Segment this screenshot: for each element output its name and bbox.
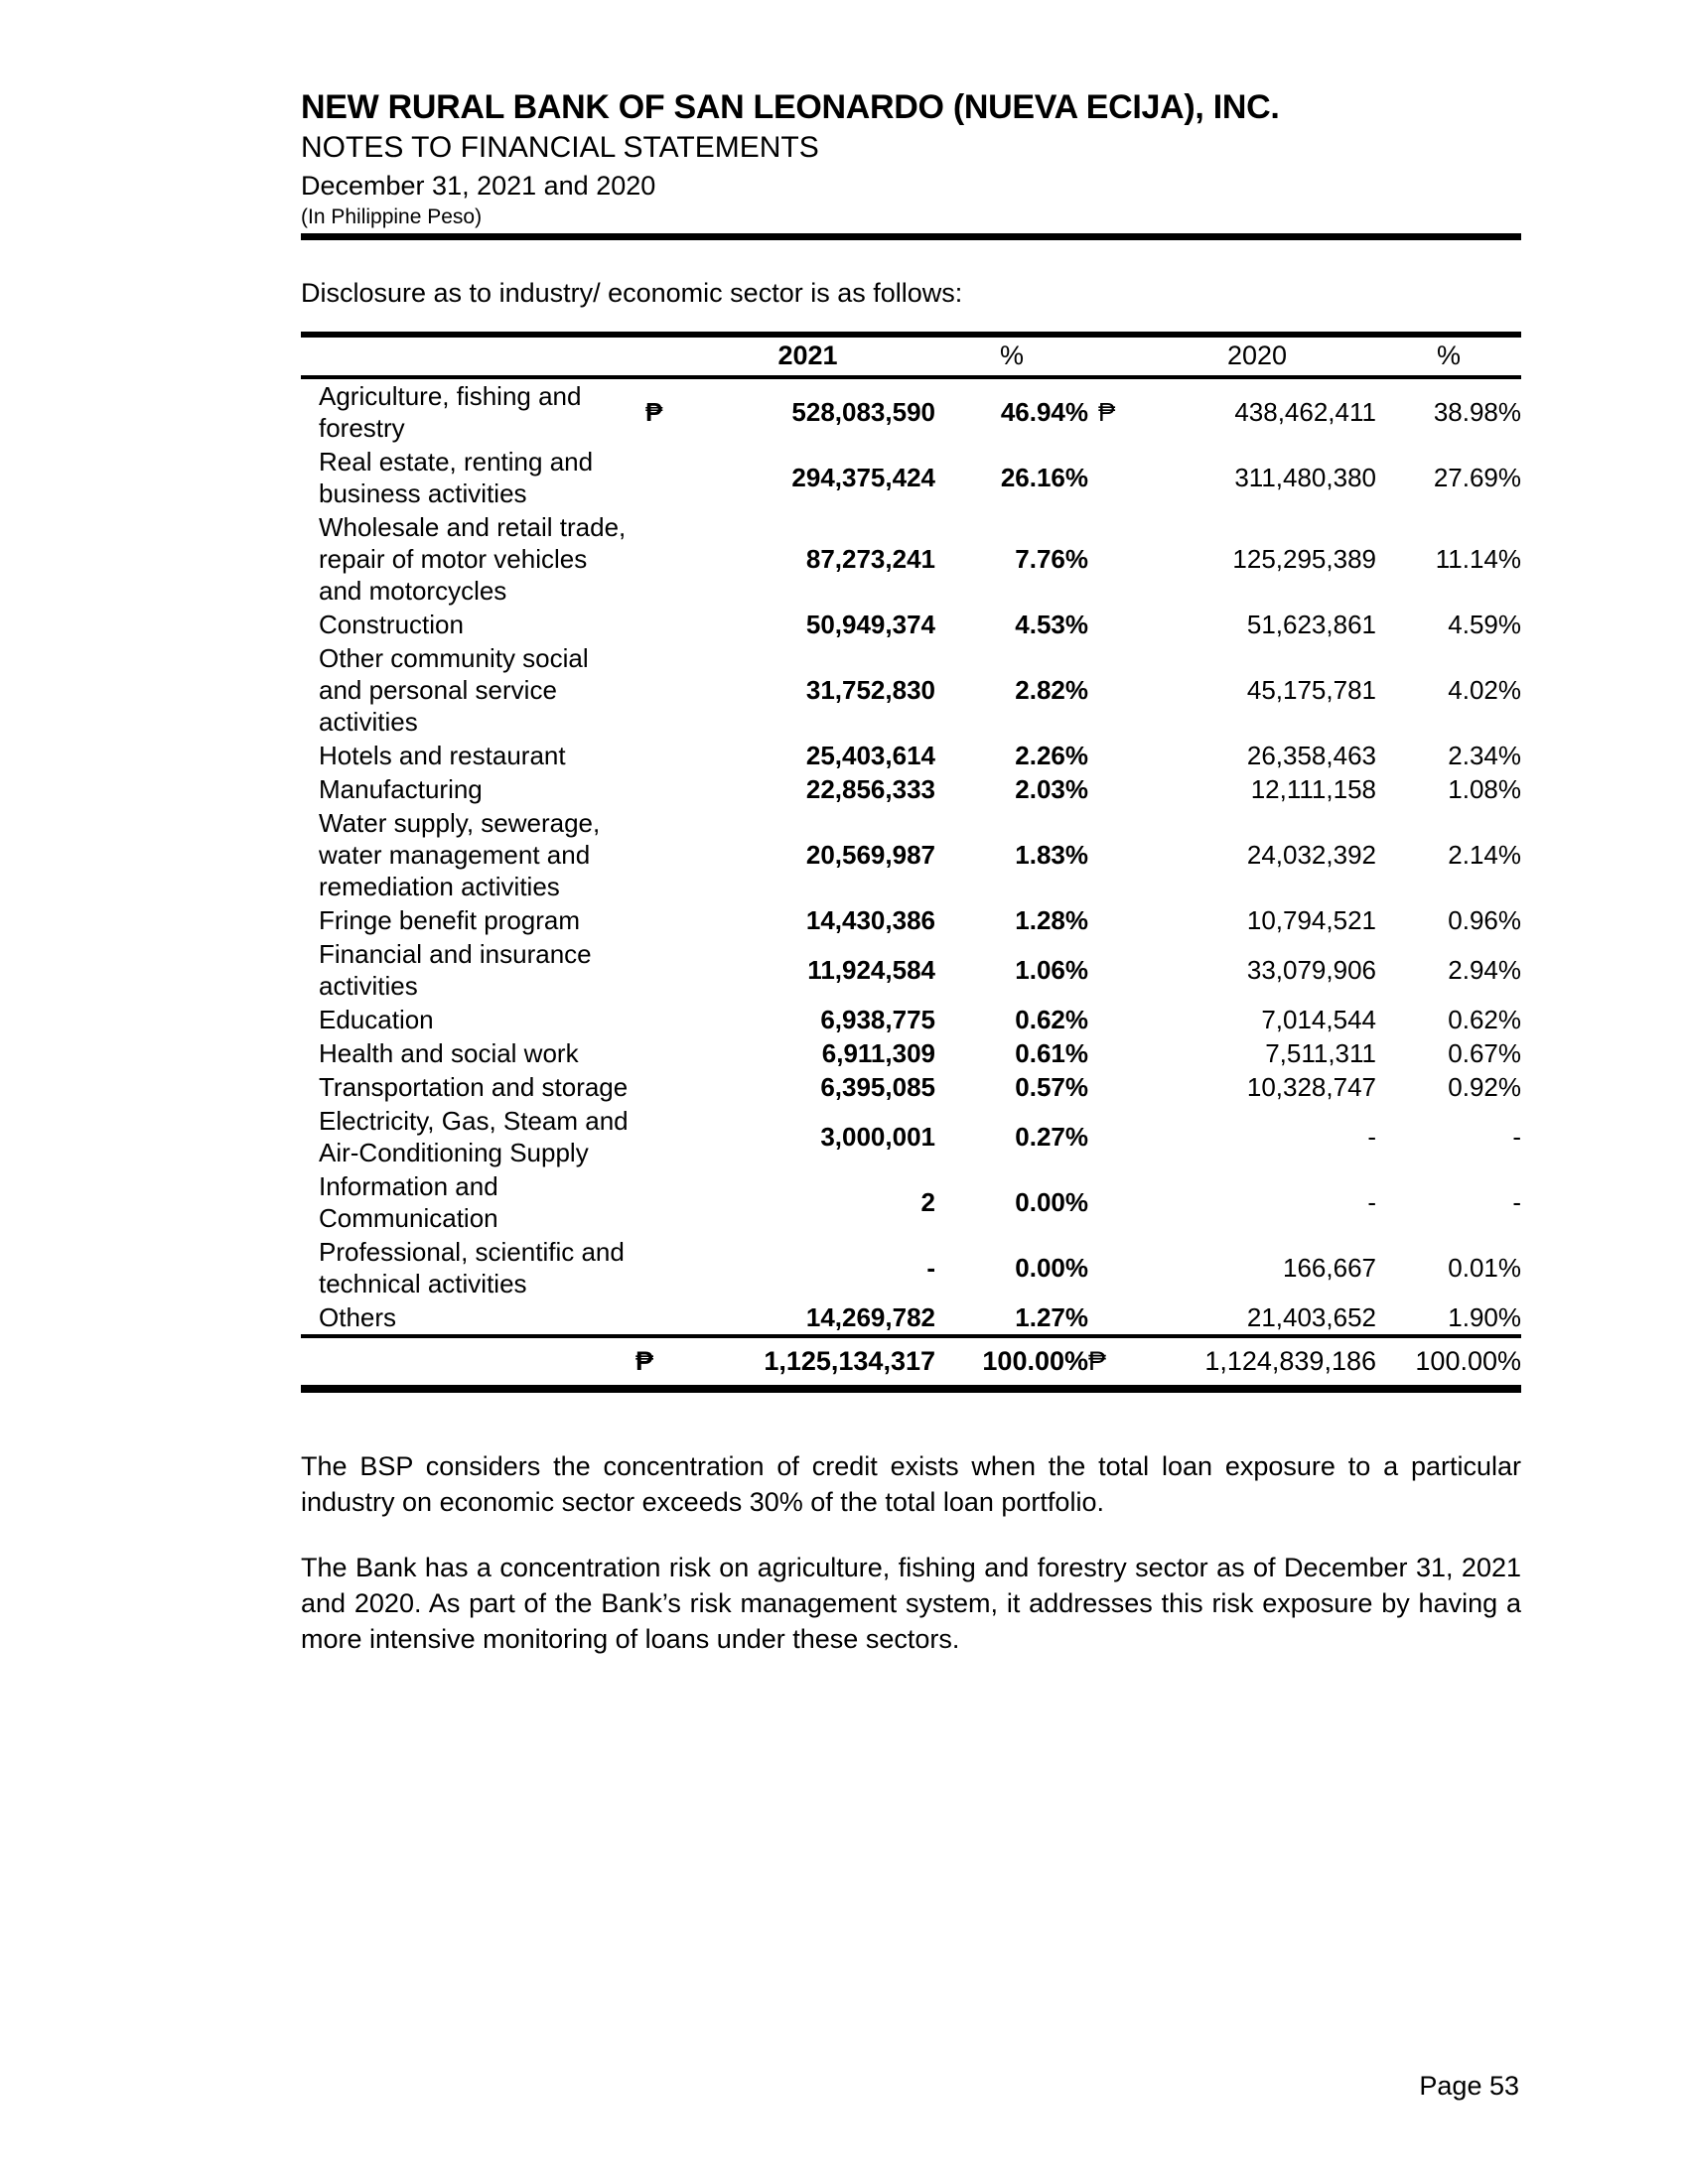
peso-sign-2021	[635, 806, 680, 903]
table-total-row	[301, 1336, 1521, 1389]
table-row	[301, 1235, 1521, 1300]
peso-sign-2020	[1088, 608, 1138, 641]
total-peso-sign-2020: ₱	[1088, 1336, 1138, 1389]
percent-2020: 4.02%	[1448, 675, 1521, 705]
percent-2021: 46.94%	[1000, 397, 1088, 427]
bsp-concentration-paragraph: The BSP considers the concentration of credit exists when the total loan exposure to a particular industry on economic sector exceeds 30% of the total loan portfolio.	[301, 1451, 1521, 1517]
concentration-risk-paragraph: The Bank has a concentration risk on agriculture, fishing and forestry sector as of December 31, 2021 and 2020. As part of the Bank’s risk management system, it addresses this risk exposure by having a more intensive monitoring of loans under these sectors.	[301, 1553, 1521, 1654]
amount-2020: 21,403,652	[1246, 1302, 1376, 1332]
table-row	[301, 445, 1521, 510]
peso-sign-2021	[635, 772, 680, 806]
amount-2020: 7,014,544	[1261, 1005, 1376, 1034]
peso-sign-2020	[1088, 1235, 1138, 1300]
table-row	[301, 1070, 1521, 1104]
peso-sign-2020: ₱	[1098, 397, 1116, 427]
amount-2020: -	[1367, 1187, 1376, 1217]
table-header-row	[301, 335, 1521, 377]
sector-label: Water supply, sewerage, water management and remediation activities	[319, 808, 601, 901]
amount-2021: 528,083,590	[791, 397, 935, 427]
percent-2020: 27.69%	[1433, 463, 1521, 492]
peso-2020-column-header	[1088, 335, 1138, 377]
amount-2020: 166,667	[1283, 1253, 1376, 1283]
amount-2021: 6,911,309	[821, 1038, 935, 1068]
percent-2020: -	[1512, 1187, 1521, 1217]
percent-2021: 1.83%	[1015, 840, 1088, 870]
percent-2021: 0.00%	[1015, 1253, 1088, 1283]
percent-2021: 0.61%	[1015, 1038, 1088, 1068]
sector-label: Health and social work	[319, 1038, 579, 1068]
percent-2021: 1.06%	[1015, 955, 1088, 985]
amount-2021: 6,938,775	[820, 1005, 935, 1034]
amount-2021: 87,273,241	[805, 544, 935, 574]
currency-note: (In Philippine Peso)	[301, 205, 483, 228]
header-divider	[301, 233, 1521, 240]
percent-2020: 1.08%	[1448, 774, 1521, 804]
table-row	[301, 806, 1521, 903]
percent-2021: 2.03%	[1015, 774, 1088, 804]
pct-2021-header: %	[935, 335, 1088, 377]
sector-label: Construction	[319, 610, 464, 639]
peso-sign-2020	[1088, 903, 1138, 937]
amount-2021: -	[926, 1253, 935, 1283]
peso-sign-2021	[635, 1070, 680, 1104]
percent-2020: 2.94%	[1448, 955, 1521, 985]
amount-2021: 20,569,987	[805, 840, 935, 870]
amount-2021: 11,924,584	[807, 955, 935, 985]
amount-2020: 10,794,521	[1246, 905, 1376, 935]
sector-label: Manufacturing	[319, 774, 483, 804]
total-label	[301, 1336, 635, 1389]
peso-sign-2020	[1088, 641, 1138, 739]
sector-label: Agriculture, fishing and forestry	[319, 381, 582, 443]
table-row	[301, 937, 1521, 1003]
percent-2020: 2.34%	[1448, 741, 1521, 770]
peso-sign-2021	[635, 739, 680, 772]
table-row	[301, 739, 1521, 772]
percent-2021: 26.16%	[1000, 463, 1088, 492]
peso-sign-2021	[635, 903, 680, 937]
amount-2021: 31,752,830	[805, 675, 935, 705]
peso-sign-2021	[635, 1104, 680, 1169]
percent-2021: 0.62%	[1015, 1005, 1088, 1034]
amount-2020: 26,358,463	[1246, 741, 1376, 770]
industry-sector-table	[301, 332, 1521, 1393]
percent-2020: 38.98%	[1433, 397, 1521, 427]
peso-sign-2020	[1088, 445, 1138, 510]
peso-sign-2020	[1088, 1104, 1138, 1169]
percent-2021: 0.57%	[1015, 1072, 1088, 1102]
amount-2021: 6,395,085	[820, 1072, 935, 1102]
amount-2020: 12,111,158	[1250, 774, 1376, 804]
intro-text: Disclosure as to industry/ economic sector is as follows:	[301, 278, 963, 308]
peso-sign-2020	[1088, 806, 1138, 903]
percent-2020: 4.59%	[1448, 610, 1521, 639]
peso-2021-column-header	[635, 335, 680, 377]
table-row	[301, 903, 1521, 937]
total-percent-2020: 100.00%	[1376, 1336, 1521, 1389]
amount-2020: 33,079,906	[1246, 955, 1376, 985]
peso-sign-2020	[1088, 1036, 1138, 1070]
sector-label: Real estate, renting and business activities	[319, 447, 594, 508]
peso-sign-2021	[635, 1300, 680, 1336]
peso-sign-2021: ₱	[645, 397, 663, 427]
amount-2020: 10,328,747	[1246, 1072, 1376, 1102]
total-amount-2021: 1,125,134,317	[680, 1336, 935, 1389]
percent-2021: 0.00%	[1015, 1187, 1088, 1217]
peso-sign-2021	[635, 1169, 680, 1235]
amount-2020: 438,462,411	[1234, 397, 1376, 427]
table-row	[301, 1104, 1521, 1169]
page-content	[301, 0, 1521, 1657]
sector-label: Education	[319, 1005, 434, 1034]
percent-2021: 4.53%	[1015, 610, 1088, 639]
year-2021-header: 2021	[680, 335, 935, 377]
peso-sign-2021	[635, 1003, 680, 1036]
peso-sign-2020	[1088, 739, 1138, 772]
amount-2020: -	[1367, 1122, 1376, 1152]
peso-sign-2021	[635, 1036, 680, 1070]
percent-2020: 0.67%	[1448, 1038, 1521, 1068]
year-2020-header: 2020	[1138, 335, 1376, 377]
percent-2021: 7.76%	[1015, 544, 1088, 574]
percent-2020: 0.92%	[1448, 1072, 1521, 1102]
percent-2021: 2.26%	[1015, 741, 1088, 770]
amount-2020: 7,511,311	[1265, 1038, 1376, 1068]
percent-2021: 2.82%	[1015, 675, 1088, 705]
amount-2020: 311,480,380	[1234, 463, 1376, 492]
table-row	[301, 1300, 1521, 1336]
percent-2020: 0.96%	[1448, 905, 1521, 935]
statement-date: December 31, 2021 and 2020	[301, 171, 656, 201]
peso-sign-2021	[635, 937, 680, 1003]
table-row	[301, 1169, 1521, 1235]
peso-sign-2020	[1088, 1070, 1138, 1104]
amount-2021: 25,403,614	[805, 741, 935, 770]
sector-label: Financial and insurance activities	[319, 939, 592, 1001]
percent-2020: 0.01%	[1448, 1253, 1521, 1283]
pct-2020-header: %	[1376, 335, 1521, 377]
sector-column-header	[301, 335, 635, 377]
percent-2020: 11.14%	[1435, 544, 1521, 574]
sector-label: Information and Communication	[319, 1171, 498, 1233]
sector-label: Wholesale and retail trade, repair of motor vehicles and motorcycles	[319, 512, 627, 606]
sector-label: Other community social and personal service activities	[319, 643, 589, 737]
peso-sign-2020	[1088, 937, 1138, 1003]
amount-2020: 24,032,392	[1246, 840, 1376, 870]
sector-label: Professional, scientific and technical activities	[319, 1237, 625, 1298]
table-row	[301, 641, 1521, 739]
amount-2021: 22,856,333	[805, 774, 935, 804]
total-peso-sign-2021: ₱	[635, 1336, 680, 1389]
page-number: Page 53	[1419, 2071, 1519, 2101]
amount-2021: 2	[920, 1187, 935, 1217]
peso-sign-2021	[635, 641, 680, 739]
percent-2021: 1.28%	[1015, 905, 1088, 935]
peso-sign-2021	[635, 1235, 680, 1300]
sector-label: Electricity, Gas, Steam and Air-Conditioning Supply	[319, 1106, 629, 1167]
total-amount-2020: 1,124,839,186	[1138, 1336, 1376, 1389]
bank-name-title: NEW RURAL BANK OF SAN LEONARDO (NUEVA ECIJA), INC.	[301, 88, 1280, 126]
peso-sign-2021	[635, 608, 680, 641]
table-row	[301, 1036, 1521, 1070]
peso-sign-2021	[635, 445, 680, 510]
peso-sign-2020	[1088, 510, 1138, 608]
table-row	[301, 510, 1521, 608]
sector-label: Others	[319, 1302, 397, 1332]
percent-2020: 0.62%	[1448, 1005, 1521, 1034]
table-row	[301, 772, 1521, 806]
sector-label: Fringe benefit program	[319, 905, 581, 935]
amount-2020: 125,295,389	[1232, 544, 1376, 574]
amount-2020: 45,175,781	[1246, 675, 1376, 705]
amount-2020: 51,623,861	[1246, 610, 1376, 639]
peso-sign-2021	[635, 510, 680, 608]
table-row	[301, 608, 1521, 641]
percent-2020: 1.90%	[1448, 1302, 1521, 1332]
amount-2021: 14,269,782	[805, 1302, 935, 1332]
percent-2021: 1.27%	[1015, 1302, 1088, 1332]
percent-2020: 2.14%	[1448, 840, 1521, 870]
peso-sign-2020	[1088, 1169, 1138, 1235]
amount-2021: 3,000,001	[820, 1122, 935, 1152]
peso-sign-2020	[1088, 772, 1138, 806]
table-row	[301, 1003, 1521, 1036]
total-percent-2021: 100.00%	[935, 1336, 1088, 1389]
sector-label: Hotels and restaurant	[319, 741, 566, 770]
amount-2021: 50,949,374	[805, 610, 935, 639]
percent-2020: -	[1512, 1122, 1521, 1152]
percent-2021: 0.27%	[1015, 1122, 1088, 1152]
peso-sign-2020	[1088, 1003, 1138, 1036]
sector-label: Transportation and storage	[319, 1072, 629, 1102]
amount-2021: 14,430,386	[805, 905, 935, 935]
amount-2021: 294,375,424	[791, 463, 935, 492]
table-row	[301, 377, 1521, 445]
peso-sign-2020	[1088, 1300, 1138, 1336]
document-title: NOTES TO FINANCIAL STATEMENTS	[301, 131, 819, 164]
